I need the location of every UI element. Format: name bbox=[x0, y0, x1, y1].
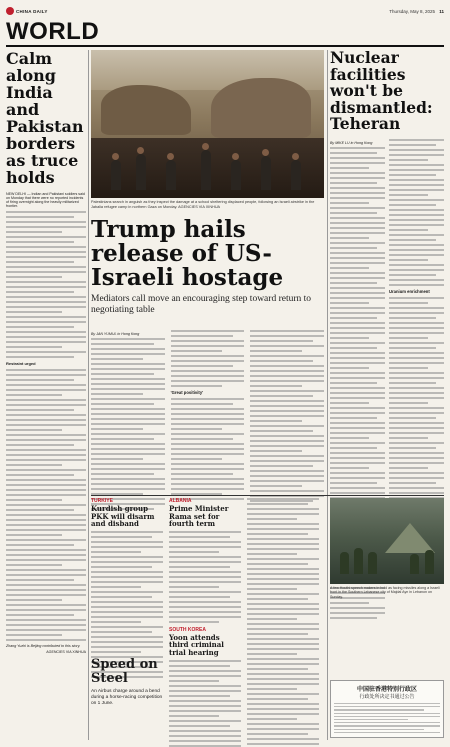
left-dateline: NEW DELHI — Indian and Pakistani soldiers said on Monday that there were no reported incidents of firing overnight along the heavily militarized frontier. bbox=[6, 192, 85, 208]
public-notice bbox=[330, 680, 444, 738]
speed-title: Speed on Steel bbox=[91, 657, 158, 686]
notice-title: 中国驻香港特别行政区 bbox=[356, 686, 417, 693]
photo-caption: Palestinians search in anguish as they inspect the damage at a school sheltering displaced people, following an Israeli airstrike in the Jabalia refugee camp in northern Gaza on Monday. AGENCIES VIA XINHUA bbox=[91, 200, 315, 209]
trump-subhead: 'Great positivity' bbox=[170, 390, 204, 395]
top-rule bbox=[6, 45, 444, 47]
brief-title: Yoon attends third criminal trial hearing bbox=[169, 632, 224, 657]
right-byline: By MIKE LU in Hong Kong bbox=[330, 140, 373, 145]
brand-name: CHINA DAILY bbox=[16, 8, 48, 14]
masthead bbox=[6, 5, 444, 17]
middle-rule bbox=[91, 495, 444, 496]
right-subhead: Uranium enrichment bbox=[389, 288, 430, 294]
left-subhead: Restraint urged bbox=[6, 361, 36, 366]
soldiers-caption: A few Houthi speech makers in bold as facing missiles along a Israeli front in the Southern Lebanese city of Majdal Ayn in Lebanon on Sunday. bbox=[330, 586, 440, 599]
left-body bbox=[6, 192, 86, 654]
section-title: WORLD bbox=[6, 18, 100, 45]
brand bbox=[6, 7, 48, 15]
left-story bbox=[6, 50, 86, 654]
notice-subtitle: 行政处所决定书通过公告 bbox=[359, 694, 415, 700]
brief-title: Kurdish group PKK will disarm and disband bbox=[91, 504, 155, 529]
left-headline: Calm along India and Pakistan borders as truce holds bbox=[6, 49, 84, 187]
left-contributor: Zhang Yuzhi is Beijing contributed to this story. bbox=[6, 644, 81, 648]
gaza-photo bbox=[91, 50, 324, 198]
brief-label: ALBANIA bbox=[169, 498, 192, 504]
brief-title: Prime Minister Rama set for fourth term bbox=[169, 504, 229, 529]
left-agency: AGENCIES VIA XINHUA bbox=[46, 650, 86, 654]
trump-deck: Mediators call move an encouraging step toward return to negotiating table bbox=[91, 294, 312, 315]
page-number: 11 bbox=[439, 8, 444, 14]
brief-2 bbox=[169, 498, 241, 747]
trump-body bbox=[91, 330, 324, 513]
trump-story bbox=[91, 218, 324, 316]
brief-1 bbox=[91, 498, 163, 681]
speed-feature bbox=[91, 658, 163, 707]
trump-byline: By JAN YUMUL in Hong Kong bbox=[91, 332, 140, 336]
speed-text: An Airbus charge around a bend during a horse-racing competition on 1 June. bbox=[91, 689, 163, 706]
issue-date: Thursday, May 8, 2025 bbox=[389, 8, 435, 14]
brief-label: SOUTH KOREA bbox=[169, 626, 206, 633]
right-headline: Nuclear facilities won't be dismantled: Teheran bbox=[330, 48, 433, 133]
china-daily-logo-icon bbox=[6, 7, 14, 15]
column-divider bbox=[327, 50, 328, 740]
column-divider bbox=[88, 50, 89, 740]
brief-3-continuation bbox=[247, 498, 319, 747]
trump-headline: Trump hails release of US-Israeli hostage bbox=[91, 216, 284, 291]
soldiers-photo bbox=[330, 498, 444, 584]
date-and-page bbox=[389, 9, 444, 14]
brief-label: TURKIYE bbox=[91, 498, 113, 504]
